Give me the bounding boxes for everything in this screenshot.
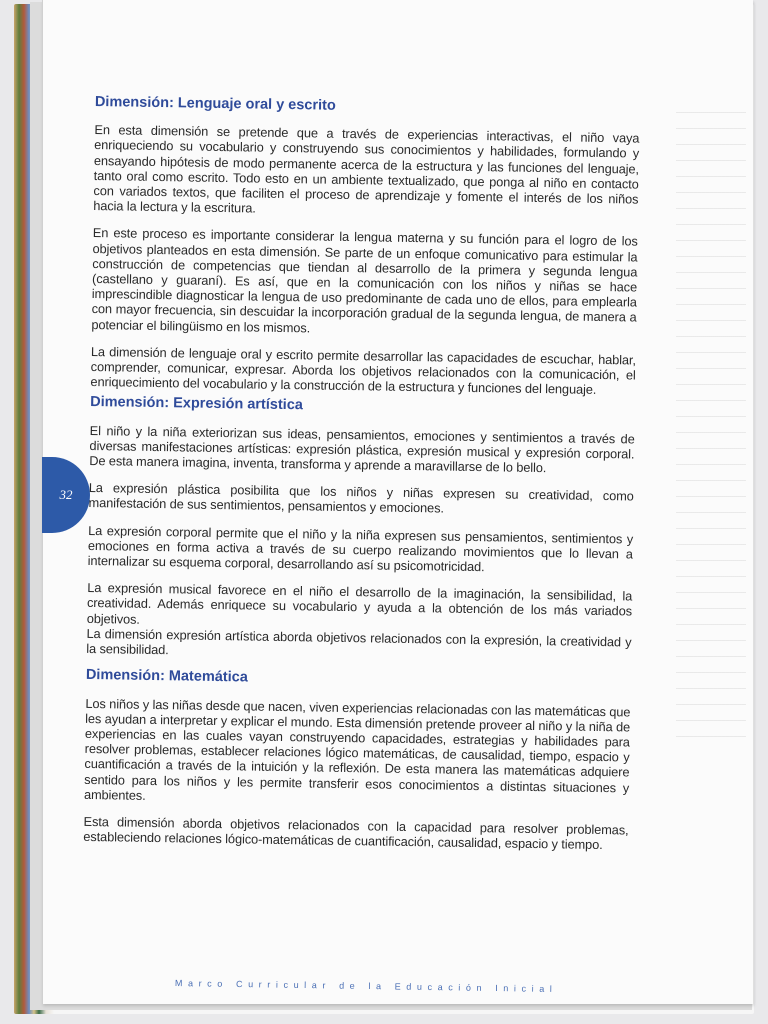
paragraph: La dimensión expresión artística aborda objetivos relacionados con la expresión, la creatividad y la sensibilidad. xyxy=(86,625,632,658)
paragraph: En esta dimensión se pretende que a través de experiencias interactivas, el niño vaya enriqueciendo su vocabulario y construyendo sus conocimientos y habilidades, formulando y ensayando hipótesis de modo permanente acerca de la estructura y las funciones del lenguaje, tanto oral como escrito. Todo esto en un ambiente textualizado, que ponga al niño en contacto con variados textos, que faciliten el proceso de aprendizaje y fomente el interés de los niños hacia la lectura y la escritura. xyxy=(93,122,640,216)
page-number: 32 xyxy=(59,487,73,502)
section-lenguaje xyxy=(90,95,640,398)
paragraph: La expresión plástica posibilita que los niños y niñas expresen su creatividad, como manifestación de sus sentimientos, pensamientos y emociones. xyxy=(88,480,634,516)
paragraph: El niño y la niña exteriorizan sus ideas, pensamientos, emociones y sentimientos a través de diversas manifestaciones artísticas: expresión plástica, expresión musical y expresión corporal. De esta manera imagina, inventa, transforma y aprende a maravillarse de lo bello. xyxy=(89,422,635,476)
paragraph: En este proceso es importante considerar la lengua materna y su función para el logro de los objetivos planteados en esta dimensión. Se parte de un enfoque comunicativo para estimular la construcción de competencias que tiendan al desarrollo de la primera y segunda lengua (castellano y guaraní). Es así, que en la comunicación con los niños y niñas se hace imprescindible diagnosticar la lengua de uso predominante de cada uno de ellos, para emplearla con mayor frecuencia, sin descuidar la incorporación gradual de la segunda lengua, de manera a potenciar el bilingüismo en los mismos. xyxy=(91,225,638,336)
paragraph: La expresión corporal permite que el niño y la niña expresen sus pensamientos, sentimientos y emociones en forma activa a través de su cuerpo realizando movimientos que lo llevan a internalizar su esquema corporal, desarrollando así su psicomotricidad. xyxy=(87,522,634,575)
show-through-text xyxy=(676,100,746,750)
page-content xyxy=(83,95,640,865)
paragraph: Los niños y las niñas desde que nacen, viven experiencias relacionadas con las matemáticas que les ayudan a interpretar y explicar el mundo. Esta dimensión pretende proveer al niño y la niña de experiencias en las cuales vayan construyendo capacidades, estrategias y habilidades para resolver problemas, establecer relaciones lógico matemáticas, de causalidad, tiempo, espacio y cuantificación a través de la intuición y la reflexión. De esta manera las matemáticas adquiere sentido para los niños y les permite transferir esos conocimientos a distintas situaciones y ambientes. xyxy=(83,695,631,803)
section-heading: Dimensión: Lenguaje oral y escrito xyxy=(94,94,336,114)
paragraph: Esta dimensión aborda objetivos relacionados con la capacidad para resolver problemas, estableciendo relaciones lógico-matemáticas de cuantificación, causalidad, espacio y tiempo. xyxy=(83,813,629,853)
page-footer: Marco Curricular de la Educación Inicial xyxy=(174,978,558,995)
section-expresion xyxy=(86,395,635,664)
paragraph: La expresión musical favorece en el niño el desarrollo de la imaginación, la sensibilidad, la creatividad. Además enriquece su vocabulario y ayuda a la obtención de los más variados objetivos. xyxy=(86,580,633,627)
paragraph: La dimensión de lenguaje oral y escrito permite desarrollar las capacidades de escuchar, hablar, comprender, comunicar, expresar. Aborda los objetivos relacionados con la comunicación, el enriquecimiento del vocabulario y la construcción de la estructura y funciones del lenguaje. xyxy=(90,343,637,398)
section-heading: Dimensión: Matemática xyxy=(85,667,248,686)
section-matematica xyxy=(83,668,631,853)
section-heading: Dimensión: Expresión artística xyxy=(90,394,304,414)
